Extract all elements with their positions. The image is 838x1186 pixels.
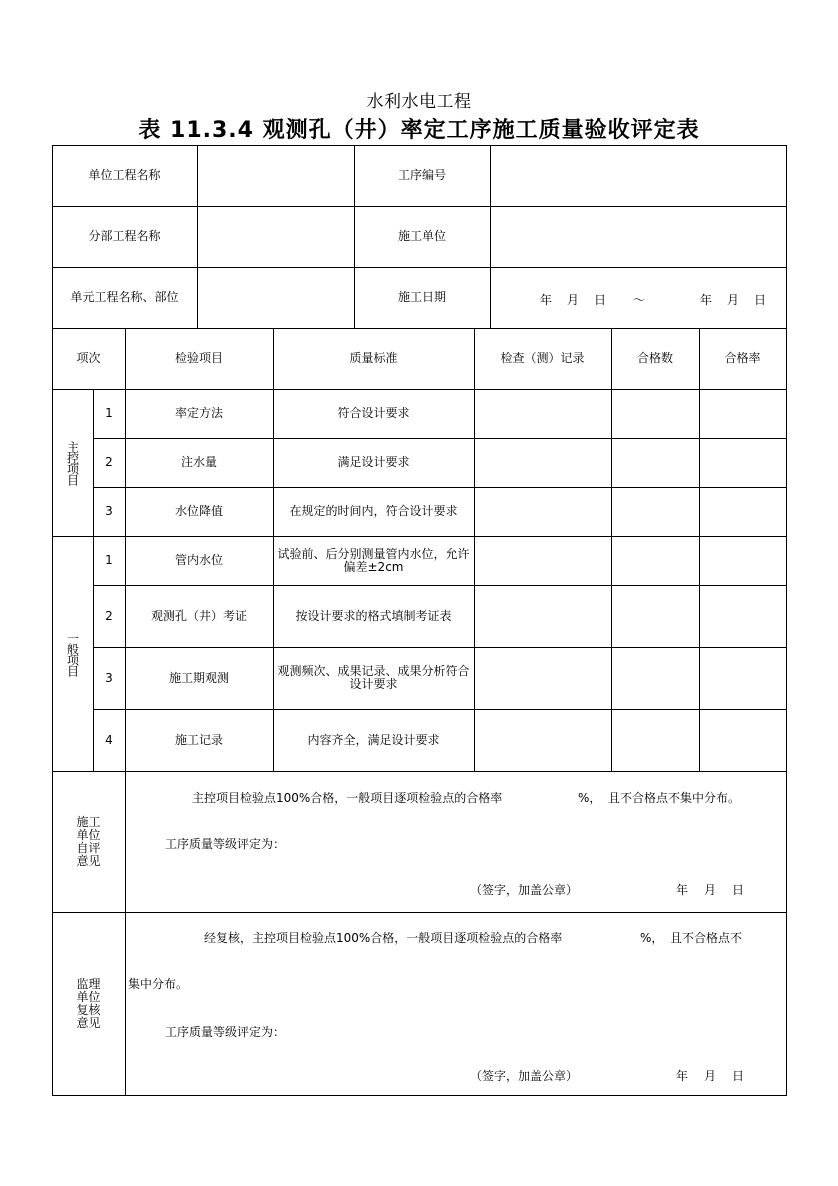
row-count-input[interactable]	[612, 488, 699, 536]
general-label-text: 一般项目	[65, 631, 80, 676]
division-project-input[interactable]	[198, 207, 354, 267]
header-record: 检查（测）记录	[500, 351, 585, 365]
unit-project-input[interactable]	[198, 146, 354, 206]
row-item: 水位降值	[174, 504, 223, 518]
row-standard: 试验前、后分别测量管内水位，允许偏差±2cm	[277, 546, 470, 574]
supervisor-signature: （签字，加盖公章）	[470, 1069, 579, 1083]
row-item: 施工期观测	[168, 670, 229, 685]
row-standard: 在规定的时间内，符合设计要求	[289, 504, 458, 518]
row-record-input[interactable]	[475, 488, 611, 536]
contractor-opinion-label-text: 施工单位自评意见	[76, 814, 101, 868]
supervisor-pct-text: %，	[640, 931, 664, 945]
row-count-input[interactable]	[612, 537, 699, 585]
supervisor-line2-text: 集中分布。	[128, 977, 189, 991]
row-standard: 内容齐全，满足设计要求	[307, 732, 440, 747]
row-no: 2	[105, 608, 113, 623]
row-record-input[interactable]	[475, 537, 611, 585]
header-check-item: 检验项目	[174, 351, 223, 365]
contractor-line1-text: 主控项目检验点100%合格，一般项目逐项检验点的合格率	[192, 791, 503, 805]
row-standard: 按设计要求的格式填制考证表	[295, 608, 452, 623]
contractor-input[interactable]	[491, 207, 786, 267]
row-item: 注水量	[180, 455, 217, 469]
header-item-no: 项次	[76, 351, 101, 365]
header-qualified-rate: 合格率	[724, 351, 761, 365]
header-standard: 质量标准	[349, 351, 398, 365]
element-project-input[interactable]	[198, 268, 354, 328]
row-standard: 符合设计要求	[337, 406, 410, 420]
row-rate-input[interactable]	[700, 537, 786, 585]
element-project-label: 单元工程名称、部位	[70, 290, 179, 304]
row-count-input[interactable]	[612, 586, 699, 647]
supervisor-opinion-content[interactable]	[126, 913, 786, 1095]
contractor-signature: （签字，加盖公章）	[470, 883, 579, 897]
process-no-label: 工序编号	[397, 168, 446, 182]
document-title: 表 11.3.4 观测孔（井）率定工序施工质量验收评定表	[138, 118, 700, 143]
row-item: 施工记录	[174, 732, 223, 747]
supervisor-line1-text: 经复核，主控项目检验点100%合格，一般项目逐项检验点的合格率	[204, 931, 563, 945]
contractor-grade-label: 工序质量等级评定为：	[165, 837, 286, 851]
date-separator: ～	[633, 293, 646, 307]
row-count-input[interactable]	[612, 390, 699, 438]
start-year: 年	[540, 293, 553, 307]
row-rate-input[interactable]	[700, 586, 786, 647]
contractor-date: 年 月 日	[676, 883, 747, 897]
start-day: 日	[594, 293, 607, 307]
row-item: 管内水位	[174, 553, 223, 567]
division-project-label: 分部工程名称	[88, 229, 161, 243]
supervisor-date: 年 月 日	[676, 1069, 747, 1083]
row-item: 率定方法	[174, 406, 223, 420]
row-record-input[interactable]	[475, 586, 611, 647]
supervisor-grade-label: 工序质量等级评定为：	[165, 1025, 286, 1039]
row-record-input[interactable]	[475, 390, 611, 438]
contractor-opinion-label	[52, 771, 125, 912]
supervisor-line1-end-text: 且不合格点不	[670, 931, 743, 945]
contractor-line1-end-text: 且不合格点不集中分布。	[608, 791, 741, 805]
contractor-opinion-content[interactable]	[126, 772, 786, 912]
row-rate-input[interactable]	[700, 390, 786, 438]
row-no: 1	[105, 406, 113, 420]
construction-date-label: 施工日期	[397, 290, 446, 304]
row-rate-input[interactable]	[700, 648, 786, 709]
end-month: 月	[727, 293, 740, 307]
row-rate-input[interactable]	[700, 439, 786, 487]
header-qualified-count: 合格数	[636, 351, 673, 365]
supervisor-opinion-label	[52, 912, 125, 1096]
unit-project-label: 单位工程名称	[88, 168, 161, 182]
row-no: 3	[105, 670, 113, 685]
row-no: 2	[105, 455, 113, 469]
general-group-label	[52, 536, 93, 771]
row-standard: 观测频次、成果记录、成果分析符合设计要求	[277, 664, 470, 691]
end-year: 年	[700, 293, 713, 307]
row-item: 观测孔（井）考证	[150, 608, 247, 623]
row-no: 1	[105, 553, 113, 567]
start-month: 月	[567, 293, 580, 307]
row-count-input[interactable]	[612, 439, 699, 487]
row-record-input[interactable]	[475, 710, 611, 771]
main-control-group-label	[52, 389, 93, 536]
contractor-pct-text: %，	[578, 791, 602, 805]
row-record-input[interactable]	[475, 439, 611, 487]
process-no-input[interactable]	[491, 146, 786, 206]
row-count-input[interactable]	[612, 648, 699, 709]
row-count-input[interactable]	[612, 710, 699, 771]
row-record-input[interactable]	[475, 648, 611, 709]
supervisor-opinion-label-text: 监理单位复核意见	[76, 977, 101, 1030]
row-standard: 满足设计要求	[337, 455, 410, 469]
contractor-label: 施工单位	[397, 229, 446, 243]
main-control-label-text: 主控项目	[65, 440, 80, 485]
document-supertitle: 水利水电工程	[366, 92, 472, 112]
end-day: 日	[754, 293, 767, 307]
row-rate-input[interactable]	[700, 710, 786, 771]
row-rate-input[interactable]	[700, 488, 786, 536]
row-no: 4	[105, 732, 113, 747]
construction-date-field[interactable]	[491, 268, 786, 328]
row-no: 3	[105, 504, 113, 518]
